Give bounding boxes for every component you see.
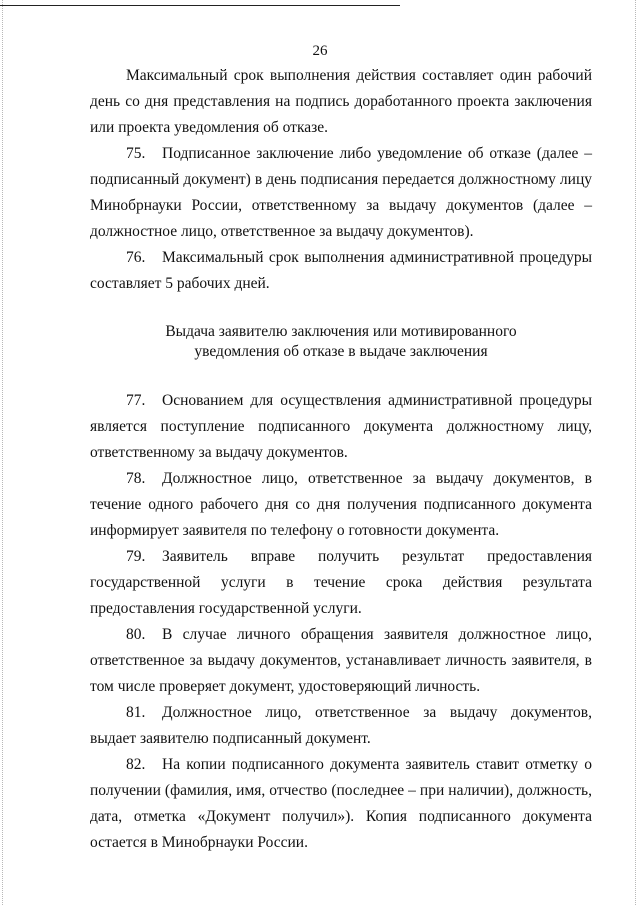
document-body [90, 63, 592, 856]
page-number: 26 [312, 43, 328, 59]
paragraph-75 [90, 141, 592, 245]
top-rule [0, 5, 400, 6]
paragraph-82 [90, 752, 592, 856]
paragraph-text: Должностное лицо, ответственное за выдачу документов, выдает заявителю подписанный документ. [90, 704, 592, 747]
paragraph-number: 75. [126, 145, 146, 162]
paragraph-text: Подписанное заключение либо уведомление об отказе (далее – подписанный документ) в день подписания передается должностному лицу Минобрнауки России, ответственному за выдачу документов (далее – должностное лицо, ответственное за выдачу документов). [90, 145, 592, 240]
paragraph-number: 79. [126, 548, 146, 565]
paragraph-continuation: Максимальный срок выполнения действия составляет один рабочий день со дня представления на подпись доработанного проекта заключения или проекта уведомления об отказе. [90, 67, 592, 136]
section-heading-line-1: Выдача заявителю заключения или мотивированного [165, 323, 517, 340]
paragraph-number: 77. [126, 392, 146, 409]
paragraph-text: Должностное лицо, ответственное за выдачу документов, в течение одного рабочего дня со дня получения подписанного документа информирует заявителя по телефону о готовности документа. [90, 470, 592, 539]
paragraph-76 [90, 245, 592, 297]
paragraph-number: 78. [126, 470, 146, 487]
paragraph-number: 81. [126, 704, 146, 721]
paragraph-80 [90, 622, 592, 700]
paragraph-81 [90, 700, 592, 752]
paragraph-78 [90, 466, 592, 544]
paragraph-77 [90, 388, 592, 466]
paragraph-text: Заявитель вправе получить результат предоставления государственной услуги в течение срока действия результата предоставления государственной услуги. [90, 548, 592, 617]
paragraph-text: Максимальный срок выполнения административной процедуры составляет 5 рабочих дней. [90, 249, 592, 292]
paragraph-text: На копии подписанного документа заявитель ставит отметку о получении (фамилия, имя, отчество (последнее – при наличии), должность, дата, отметка «Документ получил»). Копия подписанного документа остается в Минобрнауки России. [90, 756, 592, 851]
paragraph-text: В случае личного обращения заявителя должностное лицо, ответственное за выдачу документов, устанавливает личность заявителя, в том числе проверяет документ, удостоверяющий личность. [90, 626, 592, 695]
section-heading [90, 322, 592, 362]
scan-edge-left [2, 0, 3, 905]
paragraph-text: Основанием для осуществления административной процедуры является поступление подписанного документа должностному лицу, ответственному за выдачу документов. [90, 392, 592, 461]
scan-edge-right [635, 0, 636, 905]
paragraph-number: 76. [126, 249, 146, 266]
paragraph-number: 80. [126, 626, 146, 643]
paragraph-79 [90, 544, 592, 622]
section-heading-line-2: уведомления об отказе в выдаче заключения [194, 343, 488, 360]
paragraph-number: 82. [126, 756, 146, 773]
